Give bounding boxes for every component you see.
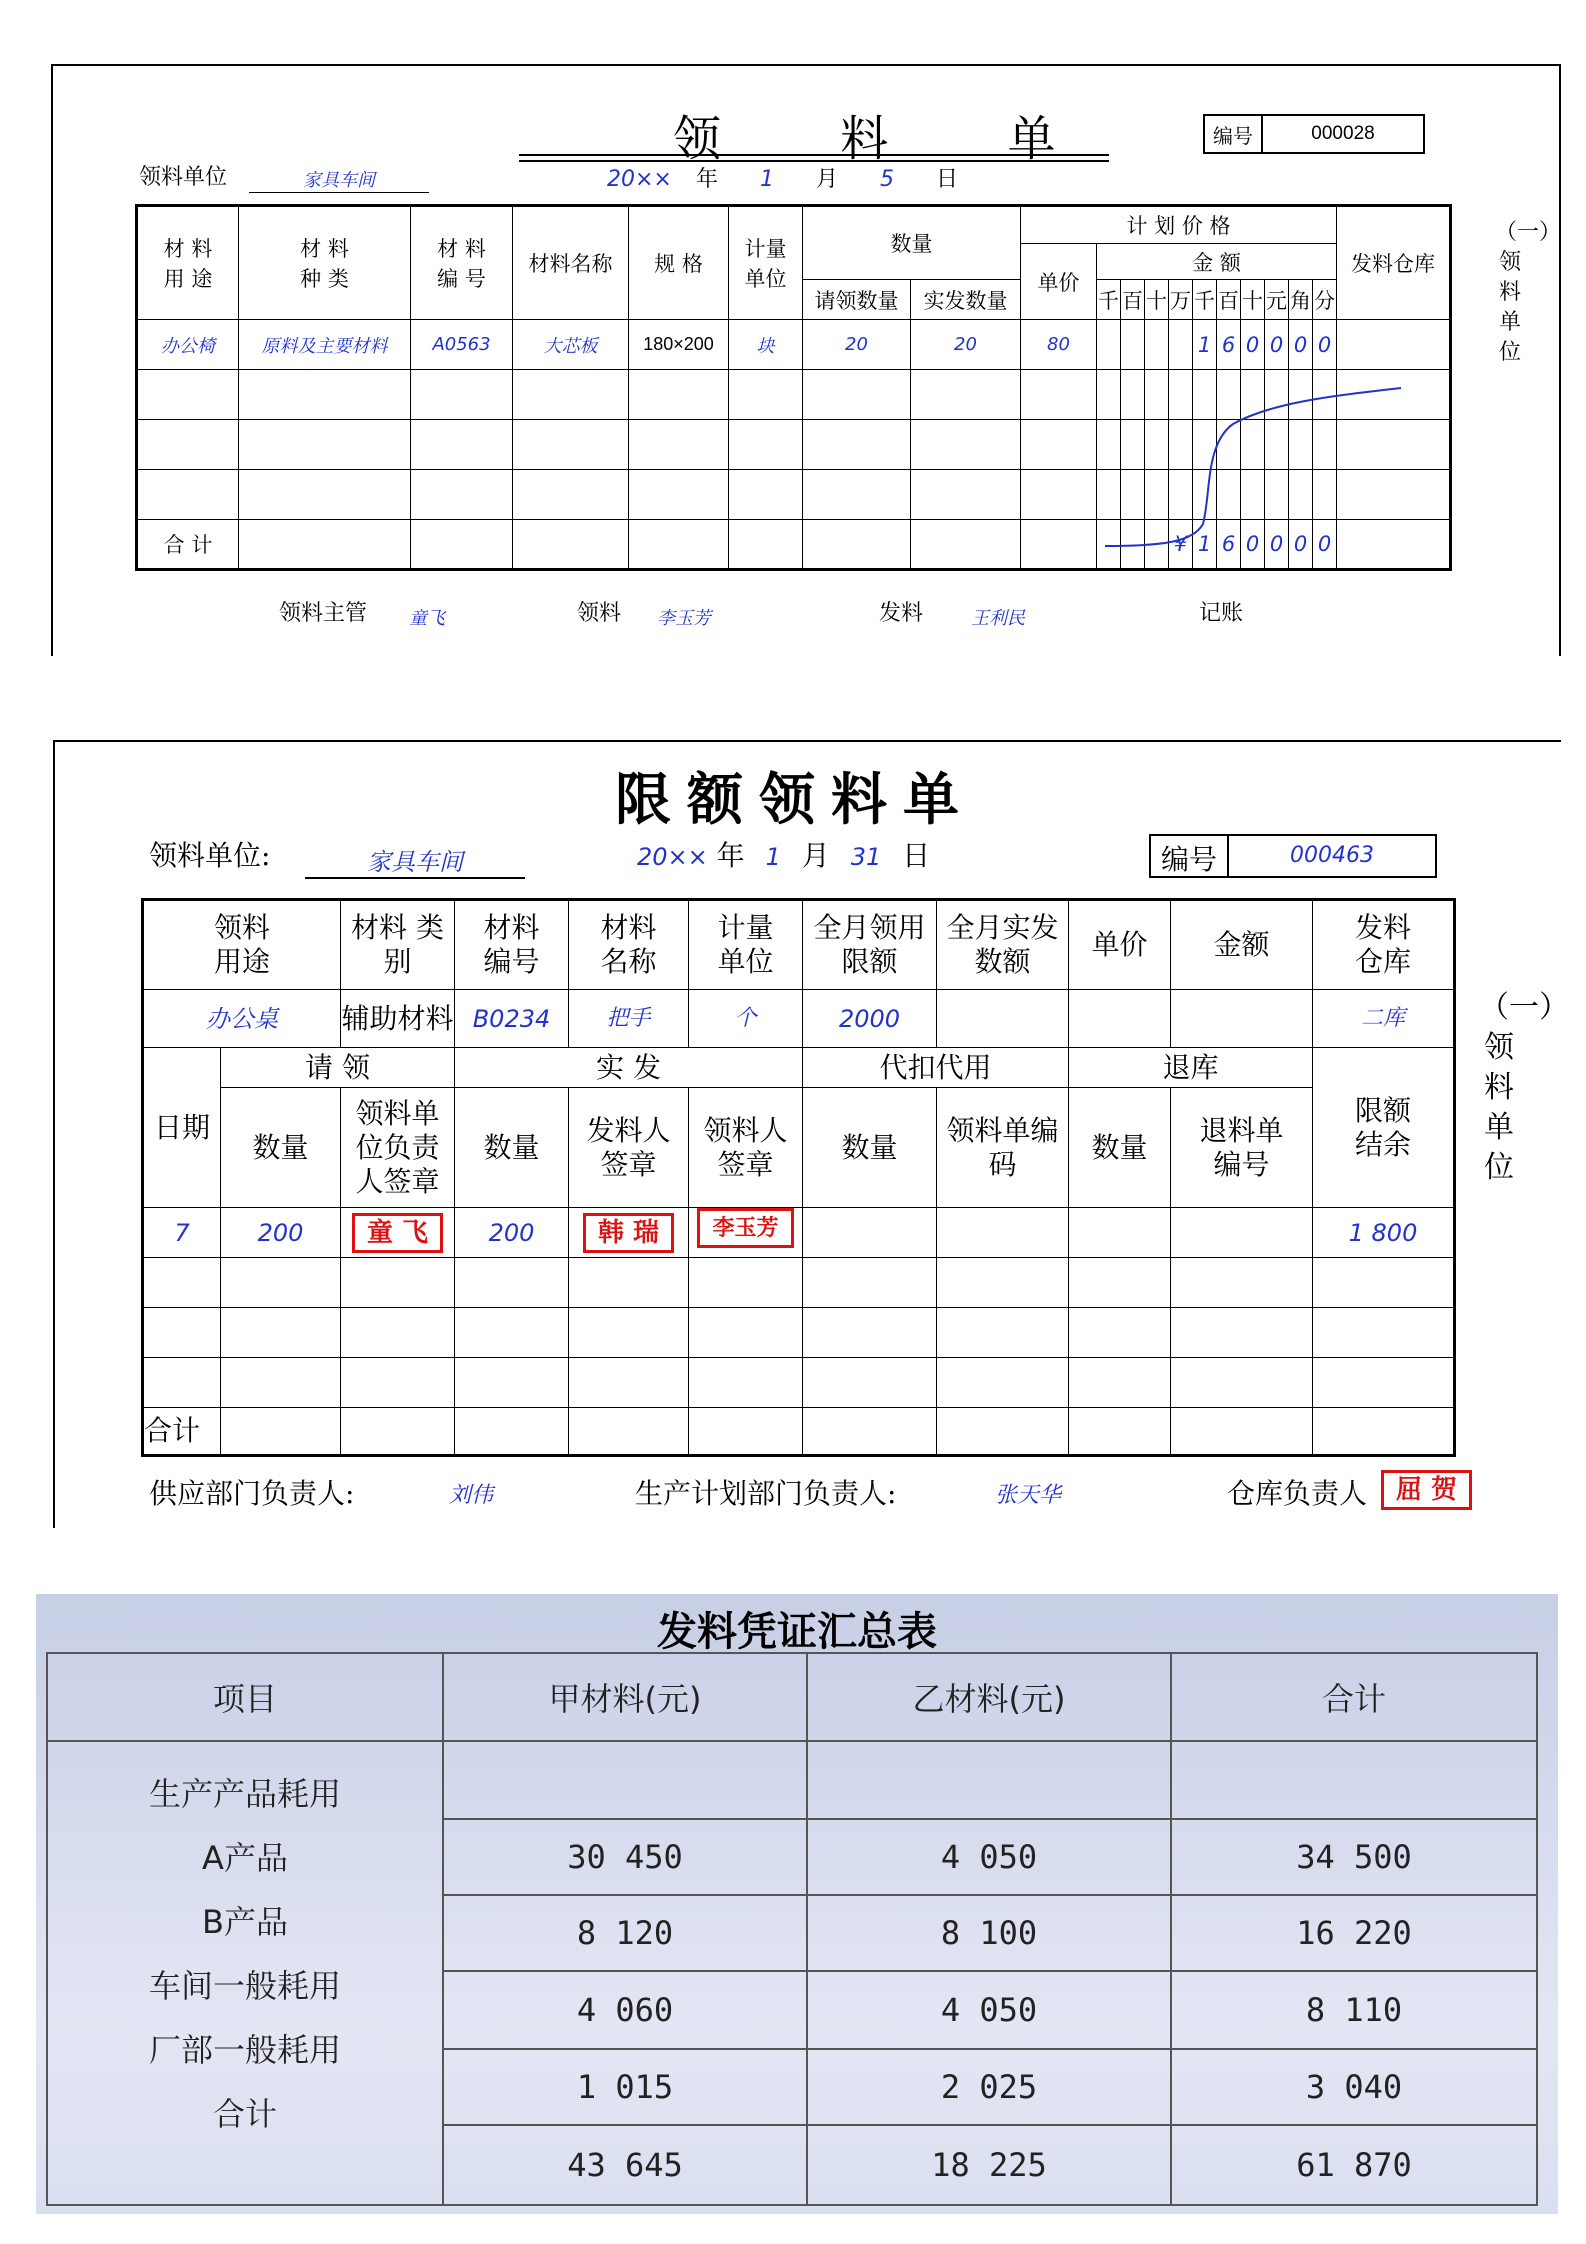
header-usage: 材 料 用 途 bbox=[137, 206, 239, 320]
header-code: 材料 编号 bbox=[455, 900, 569, 990]
header-deduct: 代扣代用 bbox=[803, 1048, 1069, 1088]
date-month-label: 月 bbox=[815, 167, 838, 192]
digit-header: 千 bbox=[1193, 280, 1217, 320]
table-row bbox=[143, 1308, 1455, 1358]
row-unit: 块 bbox=[729, 320, 803, 370]
header-material-b: 乙材料(元) bbox=[807, 1653, 1171, 1741]
row-issue-qty: 200 bbox=[455, 1208, 569, 1258]
header-balance: 限额 结余 bbox=[1313, 1048, 1455, 1208]
material-code: B0234 bbox=[455, 990, 569, 1048]
digit-header: 万 bbox=[1169, 280, 1193, 320]
row-digit: 0 bbox=[1289, 320, 1313, 370]
form2-number-box bbox=[1149, 834, 1437, 878]
cell bbox=[443, 1741, 807, 1819]
header-deduct-no: 领料单编 码 bbox=[937, 1088, 1069, 1208]
date-day: 5 bbox=[880, 167, 894, 192]
row-spec: 180×200 bbox=[629, 320, 729, 370]
total-digit: ¥ bbox=[1169, 520, 1193, 570]
header-return-no: 退料单 编号 bbox=[1171, 1088, 1313, 1208]
total-label: 合计 bbox=[143, 1408, 221, 1456]
row-digit bbox=[1121, 320, 1145, 370]
row-digit bbox=[1169, 320, 1193, 370]
material-usage: 办公桌 bbox=[143, 990, 341, 1048]
row-category: 原料及主要材料 bbox=[239, 320, 411, 370]
date-month: 1 bbox=[765, 843, 781, 871]
header-qty-issued: 实发数量 bbox=[911, 280, 1021, 320]
header-issue: 实 发 bbox=[455, 1048, 803, 1088]
digit-header: 百 bbox=[1217, 280, 1241, 320]
row-digit: 6 bbox=[1217, 320, 1241, 370]
total-row bbox=[143, 1408, 1455, 1456]
material-limit: 2000 bbox=[803, 990, 937, 1048]
form1-number-box bbox=[1203, 114, 1425, 154]
form2-table bbox=[141, 898, 1456, 1457]
receiver-label: 领料 bbox=[577, 601, 622, 626]
cell: 8 100 bbox=[807, 1895, 1171, 1971]
header-return: 退库 bbox=[1069, 1048, 1313, 1088]
header-actual: 全月实发 数额 bbox=[937, 900, 1069, 990]
cell: 61 870 bbox=[1171, 2125, 1537, 2205]
cell: 1 015 bbox=[443, 2049, 807, 2125]
label-product-b: B产品 bbox=[202, 1903, 288, 1941]
cell: 3 040 bbox=[1171, 2049, 1537, 2125]
table-row bbox=[47, 1741, 1537, 1819]
header-total: 合计 bbox=[1171, 1653, 1537, 1741]
material-warehouse: 二库 bbox=[1313, 990, 1455, 1048]
header-receiver-sign: 领料人 签章 bbox=[689, 1088, 803, 1208]
table-row bbox=[137, 320, 1451, 370]
receiver-signature-stamp: 李玉芳 bbox=[697, 1208, 793, 1248]
form1-number-label: 编号 bbox=[1205, 116, 1263, 152]
form1-date bbox=[607, 162, 987, 193]
row-qty-issued: 20 bbox=[911, 320, 1021, 370]
row-digit: 1 bbox=[1193, 320, 1217, 370]
header-unit: 计量 单位 bbox=[729, 206, 803, 320]
date-day-label: 日 bbox=[935, 167, 958, 192]
cell: 18 225 bbox=[807, 2125, 1171, 2205]
form2-copy-label: （一）领料单位 bbox=[1479, 990, 1569, 1185]
row-digit: 0 bbox=[1313, 320, 1337, 370]
cell: 4 060 bbox=[443, 1971, 807, 2049]
warehouse-head-stamp: 屈 贺 bbox=[1381, 1470, 1472, 1510]
material-name: 把手 bbox=[569, 990, 689, 1048]
header-request-qty: 数量 bbox=[221, 1088, 341, 1208]
row-request-qty: 200 bbox=[221, 1208, 341, 1258]
cell: 8 110 bbox=[1171, 1971, 1537, 2049]
label-production: 生产产品耗用 bbox=[148, 1775, 341, 1813]
bookkeeper-label: 记账 bbox=[1199, 601, 1244, 626]
row-digit bbox=[1145, 320, 1169, 370]
header-unit: 计量 单位 bbox=[689, 900, 803, 990]
plan-label: 生产计划部门负责人: bbox=[635, 1477, 897, 1510]
row-qty-requested: 20 bbox=[803, 320, 911, 370]
header-issuer-sign: 发料人 签章 bbox=[569, 1088, 689, 1208]
header-name: 材料 名称 bbox=[569, 900, 689, 990]
header-request-sign: 领料单 位负责 人签章 bbox=[341, 1088, 455, 1208]
supervisor-label: 领料主管 bbox=[279, 601, 368, 626]
cell: 34 500 bbox=[1171, 1819, 1537, 1895]
header-price: 单价 bbox=[1021, 244, 1097, 320]
total-digit: 6 bbox=[1217, 520, 1241, 570]
header-qty: 数量 bbox=[803, 206, 1021, 280]
row-date: 7 bbox=[143, 1208, 221, 1258]
cell bbox=[1171, 1741, 1537, 1819]
limit-requisition-form bbox=[53, 740, 1569, 1528]
header-amount: 金额 bbox=[1171, 900, 1313, 990]
supply-label: 供应部门负责人: bbox=[149, 1477, 355, 1510]
label-total: 合计 bbox=[212, 2095, 277, 2133]
issuer-signature: 王利民 bbox=[971, 608, 1025, 629]
label-product-a: A产品 bbox=[202, 1839, 288, 1877]
header-category: 材料 类 别 bbox=[341, 900, 455, 990]
row-warehouse bbox=[1337, 320, 1451, 370]
header-warehouse: 发料 仓库 bbox=[1313, 900, 1455, 990]
digit-header: 分 bbox=[1313, 280, 1337, 320]
material-row bbox=[143, 990, 1455, 1048]
header-usage: 领料 用途 bbox=[143, 900, 341, 990]
header-request: 请 领 bbox=[221, 1048, 455, 1088]
header-issue-qty: 数量 bbox=[455, 1088, 569, 1208]
header-spec: 规 格 bbox=[629, 206, 729, 320]
plan-signature: 张天华 bbox=[995, 1483, 1062, 1508]
total-digit: 0 bbox=[1289, 520, 1313, 570]
date-day: 31 bbox=[850, 843, 882, 871]
cell: 8 120 bbox=[443, 1895, 807, 1971]
header-name: 材料名称 bbox=[513, 206, 629, 320]
digit-header: 千 bbox=[1097, 280, 1121, 320]
form1-title: 领 料 单 bbox=[673, 111, 1108, 167]
row-price: 80 bbox=[1021, 320, 1097, 370]
date-month-label: 月 bbox=[801, 839, 830, 872]
form1-copy-label: （一）领料单位 bbox=[1495, 220, 1562, 365]
digit-header: 角 bbox=[1289, 280, 1313, 320]
cell: 2 025 bbox=[807, 2049, 1171, 2125]
request-signature-stamp: 童 飞 bbox=[352, 1213, 443, 1253]
row-digit: 0 bbox=[1265, 320, 1289, 370]
header-warehouse: 发料仓库 bbox=[1337, 206, 1451, 320]
cell: 30 450 bbox=[443, 1819, 807, 1895]
form2-unit-value: 家具车间 bbox=[305, 842, 525, 879]
row-name: 大芯板 bbox=[513, 320, 629, 370]
header-limit: 全月领用 限额 bbox=[803, 900, 937, 990]
header-item: 项目 bbox=[47, 1653, 443, 1741]
header-qty-requested: 请领数量 bbox=[803, 280, 911, 320]
header-code: 材 料 编 号 bbox=[411, 206, 513, 320]
header-deduct-qty: 数量 bbox=[803, 1088, 937, 1208]
warehouse-head-label: 仓库负责人 bbox=[1227, 1477, 1368, 1510]
form1-unit-label: 领料单位 bbox=[139, 165, 228, 190]
label-factory: 厂部一般耗用 bbox=[148, 2031, 341, 2069]
date-year: 20×× bbox=[637, 843, 708, 871]
header-plan-price: 计 划 价 格 bbox=[1021, 206, 1337, 244]
row-labels bbox=[47, 1741, 443, 2205]
cell: 16 220 bbox=[1171, 1895, 1537, 1971]
date-year-label: 年 bbox=[716, 839, 745, 872]
void-stroke bbox=[1103, 374, 1403, 554]
form2-unit-label: 领料单位: bbox=[149, 839, 271, 872]
header-amount: 金 额 bbox=[1097, 244, 1337, 280]
material-category: 辅助材料 bbox=[341, 990, 455, 1048]
form1-number-value: 000028 bbox=[1311, 123, 1375, 144]
row-code: A0563 bbox=[411, 320, 513, 370]
cell bbox=[807, 1741, 1171, 1819]
header-date: 日期 bbox=[143, 1048, 221, 1208]
row-balance: 1 800 bbox=[1313, 1208, 1455, 1258]
cell: 4 050 bbox=[807, 1971, 1171, 2049]
header-return-qty: 数量 bbox=[1069, 1088, 1171, 1208]
cell: 43 645 bbox=[443, 2125, 807, 2205]
form3-table bbox=[46, 1652, 1538, 2206]
form2-number-label: 编号 bbox=[1151, 836, 1229, 876]
digit-header: 百 bbox=[1121, 280, 1145, 320]
form2-date bbox=[637, 834, 930, 874]
header-price: 单价 bbox=[1069, 900, 1171, 990]
total-digit: 0 bbox=[1265, 520, 1289, 570]
supply-signature: 刘伟 bbox=[449, 1483, 494, 1508]
label-workshop: 车间一般耗用 bbox=[148, 1967, 341, 2005]
date-year: 20×× bbox=[607, 167, 672, 192]
title-underline bbox=[519, 154, 1109, 156]
form3-title: 发料凭证汇总表 bbox=[657, 1609, 937, 1655]
header-category: 材 料 种 类 bbox=[239, 206, 411, 320]
cell: 4 050 bbox=[807, 1819, 1171, 1895]
issue-voucher-summary bbox=[36, 1594, 1558, 2214]
header-material-a: 甲材料(元) bbox=[443, 1653, 807, 1741]
material-requisition-form bbox=[51, 64, 1561, 656]
issuer-signature-stamp: 韩 瑞 bbox=[583, 1213, 674, 1253]
form2-title: 限额领料单 bbox=[615, 767, 975, 833]
table-row bbox=[143, 1258, 1455, 1308]
row-usage: 办公椅 bbox=[137, 320, 239, 370]
form2-number-value: 000463 bbox=[1290, 843, 1374, 868]
digit-header: 十 bbox=[1145, 280, 1169, 320]
material-unit: 个 bbox=[689, 990, 803, 1048]
digit-header: 元 bbox=[1265, 280, 1289, 320]
form1-unit-value: 家具车间 bbox=[249, 166, 429, 193]
supervisor-signature: 童飞 bbox=[409, 608, 445, 629]
row-digit: 0 bbox=[1241, 320, 1265, 370]
date-month: 1 bbox=[760, 167, 774, 192]
total-digit: 1 bbox=[1193, 520, 1217, 570]
row-digit bbox=[1097, 320, 1121, 370]
table-row bbox=[143, 1358, 1455, 1408]
date-day-label: 日 bbox=[902, 839, 931, 872]
digit-header: 十 bbox=[1241, 280, 1265, 320]
date-year-label: 年 bbox=[695, 167, 718, 192]
table-row bbox=[143, 1208, 1455, 1258]
receiver-signature: 李玉芳 bbox=[657, 608, 711, 629]
total-label: 合 计 bbox=[137, 520, 239, 570]
issuer-label: 发料 bbox=[879, 601, 924, 626]
total-digit: 0 bbox=[1241, 520, 1265, 570]
total-digit: 0 bbox=[1313, 520, 1337, 570]
